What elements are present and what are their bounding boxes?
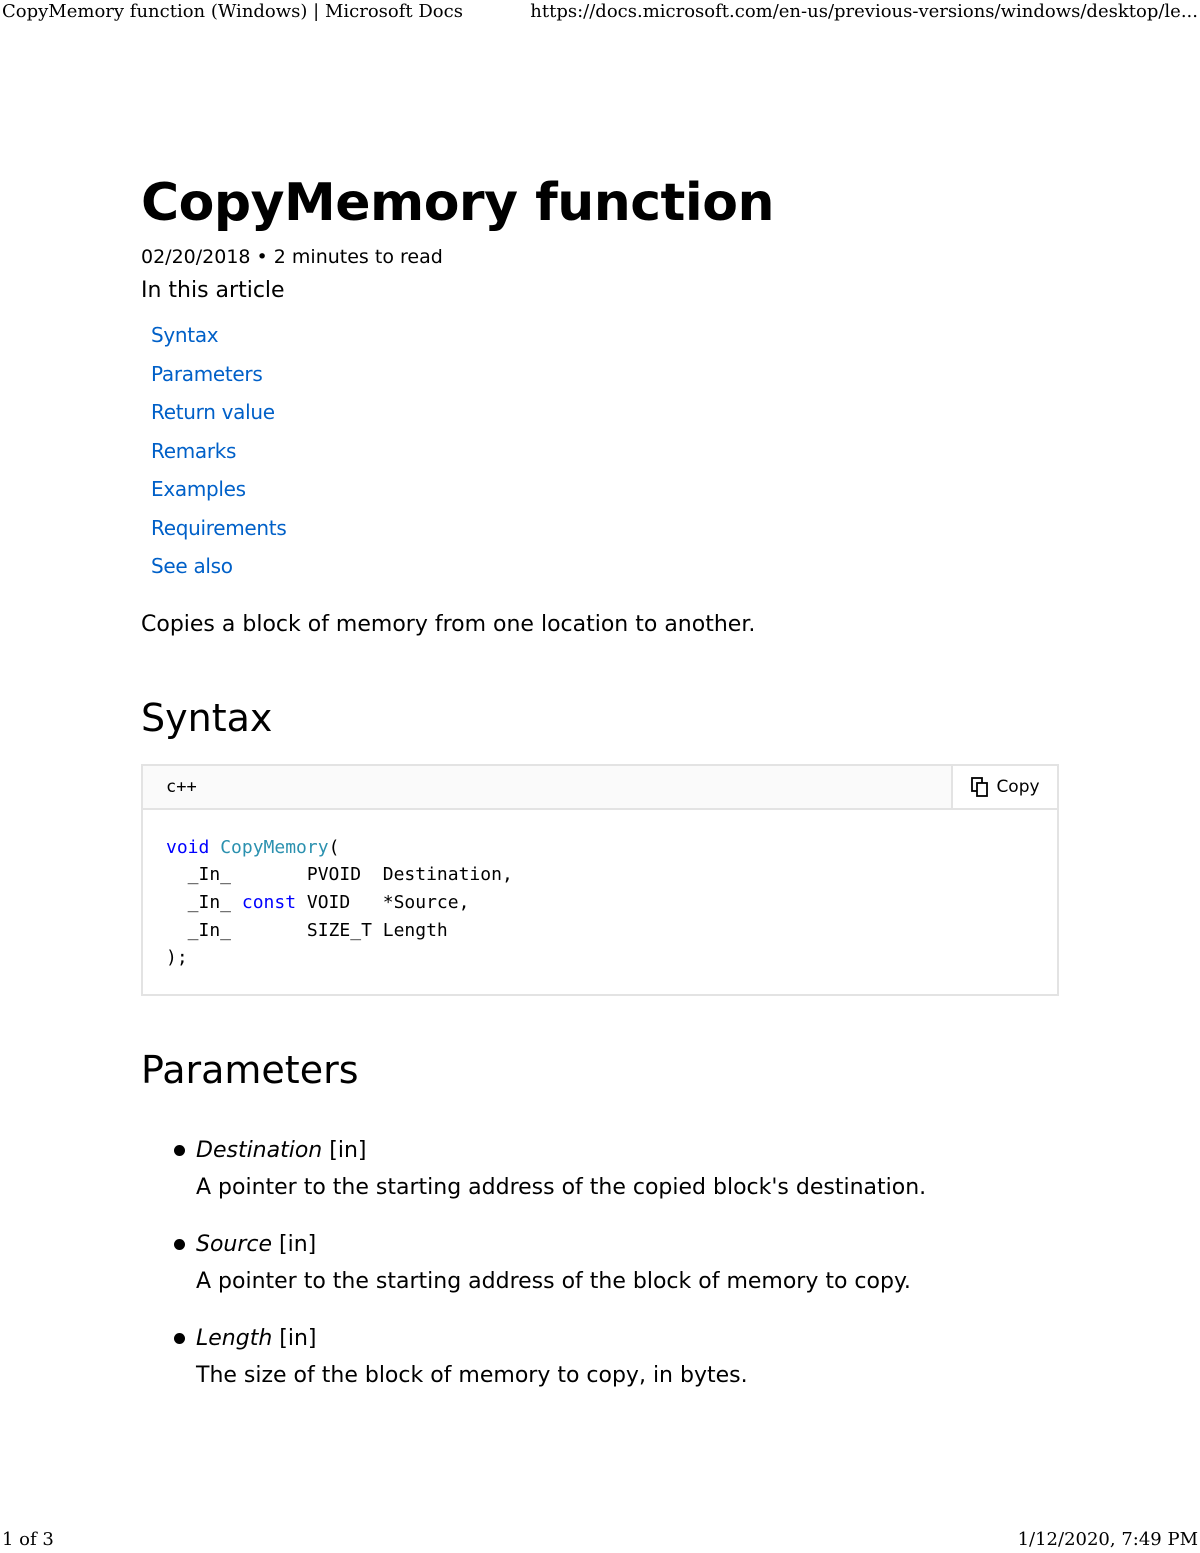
parameters-heading: Parameters bbox=[141, 1048, 359, 1093]
list-item bbox=[141, 1228, 1059, 1299]
param-direction: [in] bbox=[272, 1232, 317, 1258]
code-keyword: const bbox=[241, 891, 297, 913]
article-meta: 02/20/2018 • 2 minutes to read bbox=[141, 246, 443, 268]
bullet-icon bbox=[174, 1333, 185, 1344]
list-item bbox=[141, 1134, 1059, 1205]
print-header bbox=[0, 0, 1200, 24]
toc-item bbox=[151, 436, 1059, 475]
toc-item bbox=[151, 474, 1059, 513]
toc-item bbox=[151, 513, 1059, 552]
article-summary: Copies a block of memory from one location to another. bbox=[141, 611, 756, 637]
toc-link-remarks[interactable]: Remarks bbox=[151, 438, 237, 463]
toc-item bbox=[151, 359, 1059, 398]
toc-link-requirements[interactable]: Requirements bbox=[151, 515, 287, 540]
print-datetime: 1/12/2020, 7:49 PM bbox=[1017, 1529, 1198, 1550]
param-title bbox=[196, 1228, 1059, 1262]
param-direction: [in] bbox=[272, 1326, 317, 1352]
param-title bbox=[196, 1134, 1059, 1168]
param-description: A pointer to the starting address of the copied block's destination. bbox=[196, 1175, 927, 1201]
toc-link-parameters[interactable]: Parameters bbox=[151, 361, 263, 386]
code-text: ( bbox=[328, 836, 340, 858]
article-content bbox=[141, 168, 1059, 1416]
parameters-list bbox=[141, 1134, 1059, 1393]
list-item bbox=[141, 1322, 1059, 1393]
copy-button[interactable] bbox=[951, 766, 1057, 808]
code-block bbox=[141, 764, 1059, 997]
code-language-label: c++ bbox=[166, 776, 197, 797]
print-page-url: https://docs.microsoft.com/en-us/previous-versions/windows/desktop/le... bbox=[530, 1, 1198, 22]
code-line: _In_ SIZE_T Length bbox=[166, 919, 448, 941]
print-page-title: CopyMemory function (Windows) | Microsoft Docs bbox=[2, 1, 463, 22]
bullet-icon bbox=[174, 1145, 185, 1156]
print-page-number: 1 of 3 bbox=[2, 1529, 54, 1550]
param-description: The size of the block of memory to copy, in bytes. bbox=[196, 1363, 748, 1389]
bullet-icon bbox=[174, 1239, 185, 1250]
toc-item bbox=[151, 397, 1059, 436]
print-footer bbox=[0, 1528, 1200, 1552]
param-name: Length bbox=[196, 1326, 273, 1352]
param-description: A pointer to the starting address of the block of memory to copy. bbox=[196, 1269, 911, 1295]
code-line: ); bbox=[166, 947, 188, 969]
toc-link-see-also[interactable]: See also bbox=[151, 554, 233, 578]
toc-item bbox=[151, 551, 1059, 590]
toc-item bbox=[151, 320, 1059, 359]
param-name: Destination bbox=[196, 1138, 323, 1164]
page-title: CopyMemory function bbox=[141, 173, 774, 233]
toc-link-return-value[interactable]: Return value bbox=[151, 400, 275, 424]
code-keyword: void bbox=[166, 836, 210, 858]
copy-label: Copy bbox=[996, 776, 1040, 797]
param-direction: [in] bbox=[322, 1138, 367, 1164]
code-body bbox=[143, 810, 1057, 995]
syntax-heading: Syntax bbox=[141, 695, 273, 740]
toc-link-syntax[interactable]: Syntax bbox=[151, 323, 219, 347]
code-line: _In_ PVOID Destination, bbox=[166, 864, 513, 886]
copy-icon bbox=[970, 777, 990, 797]
code-text: VOID *Source, bbox=[296, 891, 470, 913]
code-text: _In_ bbox=[166, 891, 242, 913]
table-of-contents bbox=[151, 320, 1059, 590]
param-title bbox=[196, 1322, 1059, 1356]
param-name: Source bbox=[196, 1232, 273, 1258]
toc-link-examples[interactable]: Examples bbox=[151, 477, 246, 501]
toc-heading: In this article bbox=[141, 278, 285, 303]
code-function-name: CopyMemory bbox=[220, 836, 329, 858]
code-header bbox=[143, 766, 1057, 810]
